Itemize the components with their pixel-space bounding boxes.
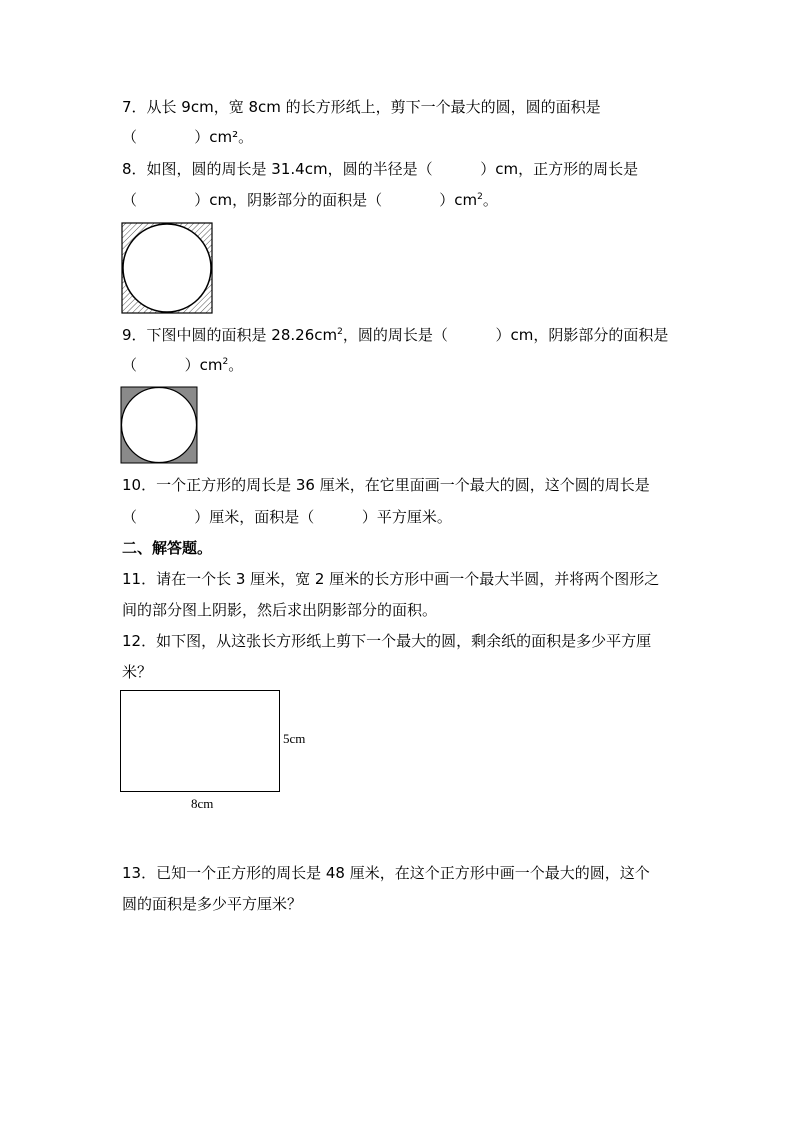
q13-line2: 圆的面积是多少平方厘米？ [122,895,303,913]
q9-line2-text: （ ）cm [122,356,223,374]
q12-rectangle [120,690,280,792]
q8-line2 [122,190,498,210]
q11-line2: 间的部分图上阴影，然后求出阴影部分的面积。 [122,601,438,619]
q9-square-circle-figure [120,386,198,464]
q10-line1: 10．一个正方形的周长是 36 厘米，在它里面画一个最大的圆，这个圆的周长是 [122,476,650,494]
q7-line1: 7．从长 9cm，宽 8cm 的长方形纸上，剪下一个最大的圆，圆的面积是 [122,98,601,116]
section-title: 二、解答题。 [122,539,213,557]
q12-line1: 12．如下图，从这张长方形纸上剪下一个最大的圆，剩余纸的面积是多少平方厘 [122,632,652,650]
q8-square-circle-figure [121,222,213,314]
q9-unit-superscript: 2 [337,327,343,337]
q8-line1: 8．如图，圆的周长是 31.4cm，圆的半径是（ ）cm，正方形的周长是 [122,160,639,178]
q10-line2: （ ）厘米，面积是（ ）平方厘米。 [122,508,452,526]
q8-line2-text: （ ）cm，阴影部分的面积是（ ）cm [122,191,478,209]
q8-circle [123,224,211,312]
q12-height-label: 5cm [283,731,306,746]
q8-line2-end: 。 [482,191,498,209]
q12-line2: 米？ [122,663,153,681]
q9-line2-superscript: 2 [222,357,229,367]
q8-unit-superscript: 2 [477,192,483,202]
q9-line1-rest: ，圆的周长是（ ）cm，阴影部分的面积是 [342,326,669,344]
q9-line1 [122,325,668,345]
q13-line1: 13．已知一个正方形的周长是 48 厘米，在这个正方形中画一个最大的圆，这个 [122,864,650,882]
q12-width-label: 8cm [191,796,214,811]
q9-line2 [122,355,243,375]
q7-line2: （ ）cm²。 [122,128,254,146]
q9-line2-end: 。 [228,356,244,374]
q9-line1-text: 9．下图中圆的面积是 28.26cm [122,326,338,344]
q11-line1: 11．请在一个长 3 厘米，宽 2 厘米的长方形中画一个最大半圆，并将两个图形之 [122,570,660,588]
q9-circle [122,388,197,463]
